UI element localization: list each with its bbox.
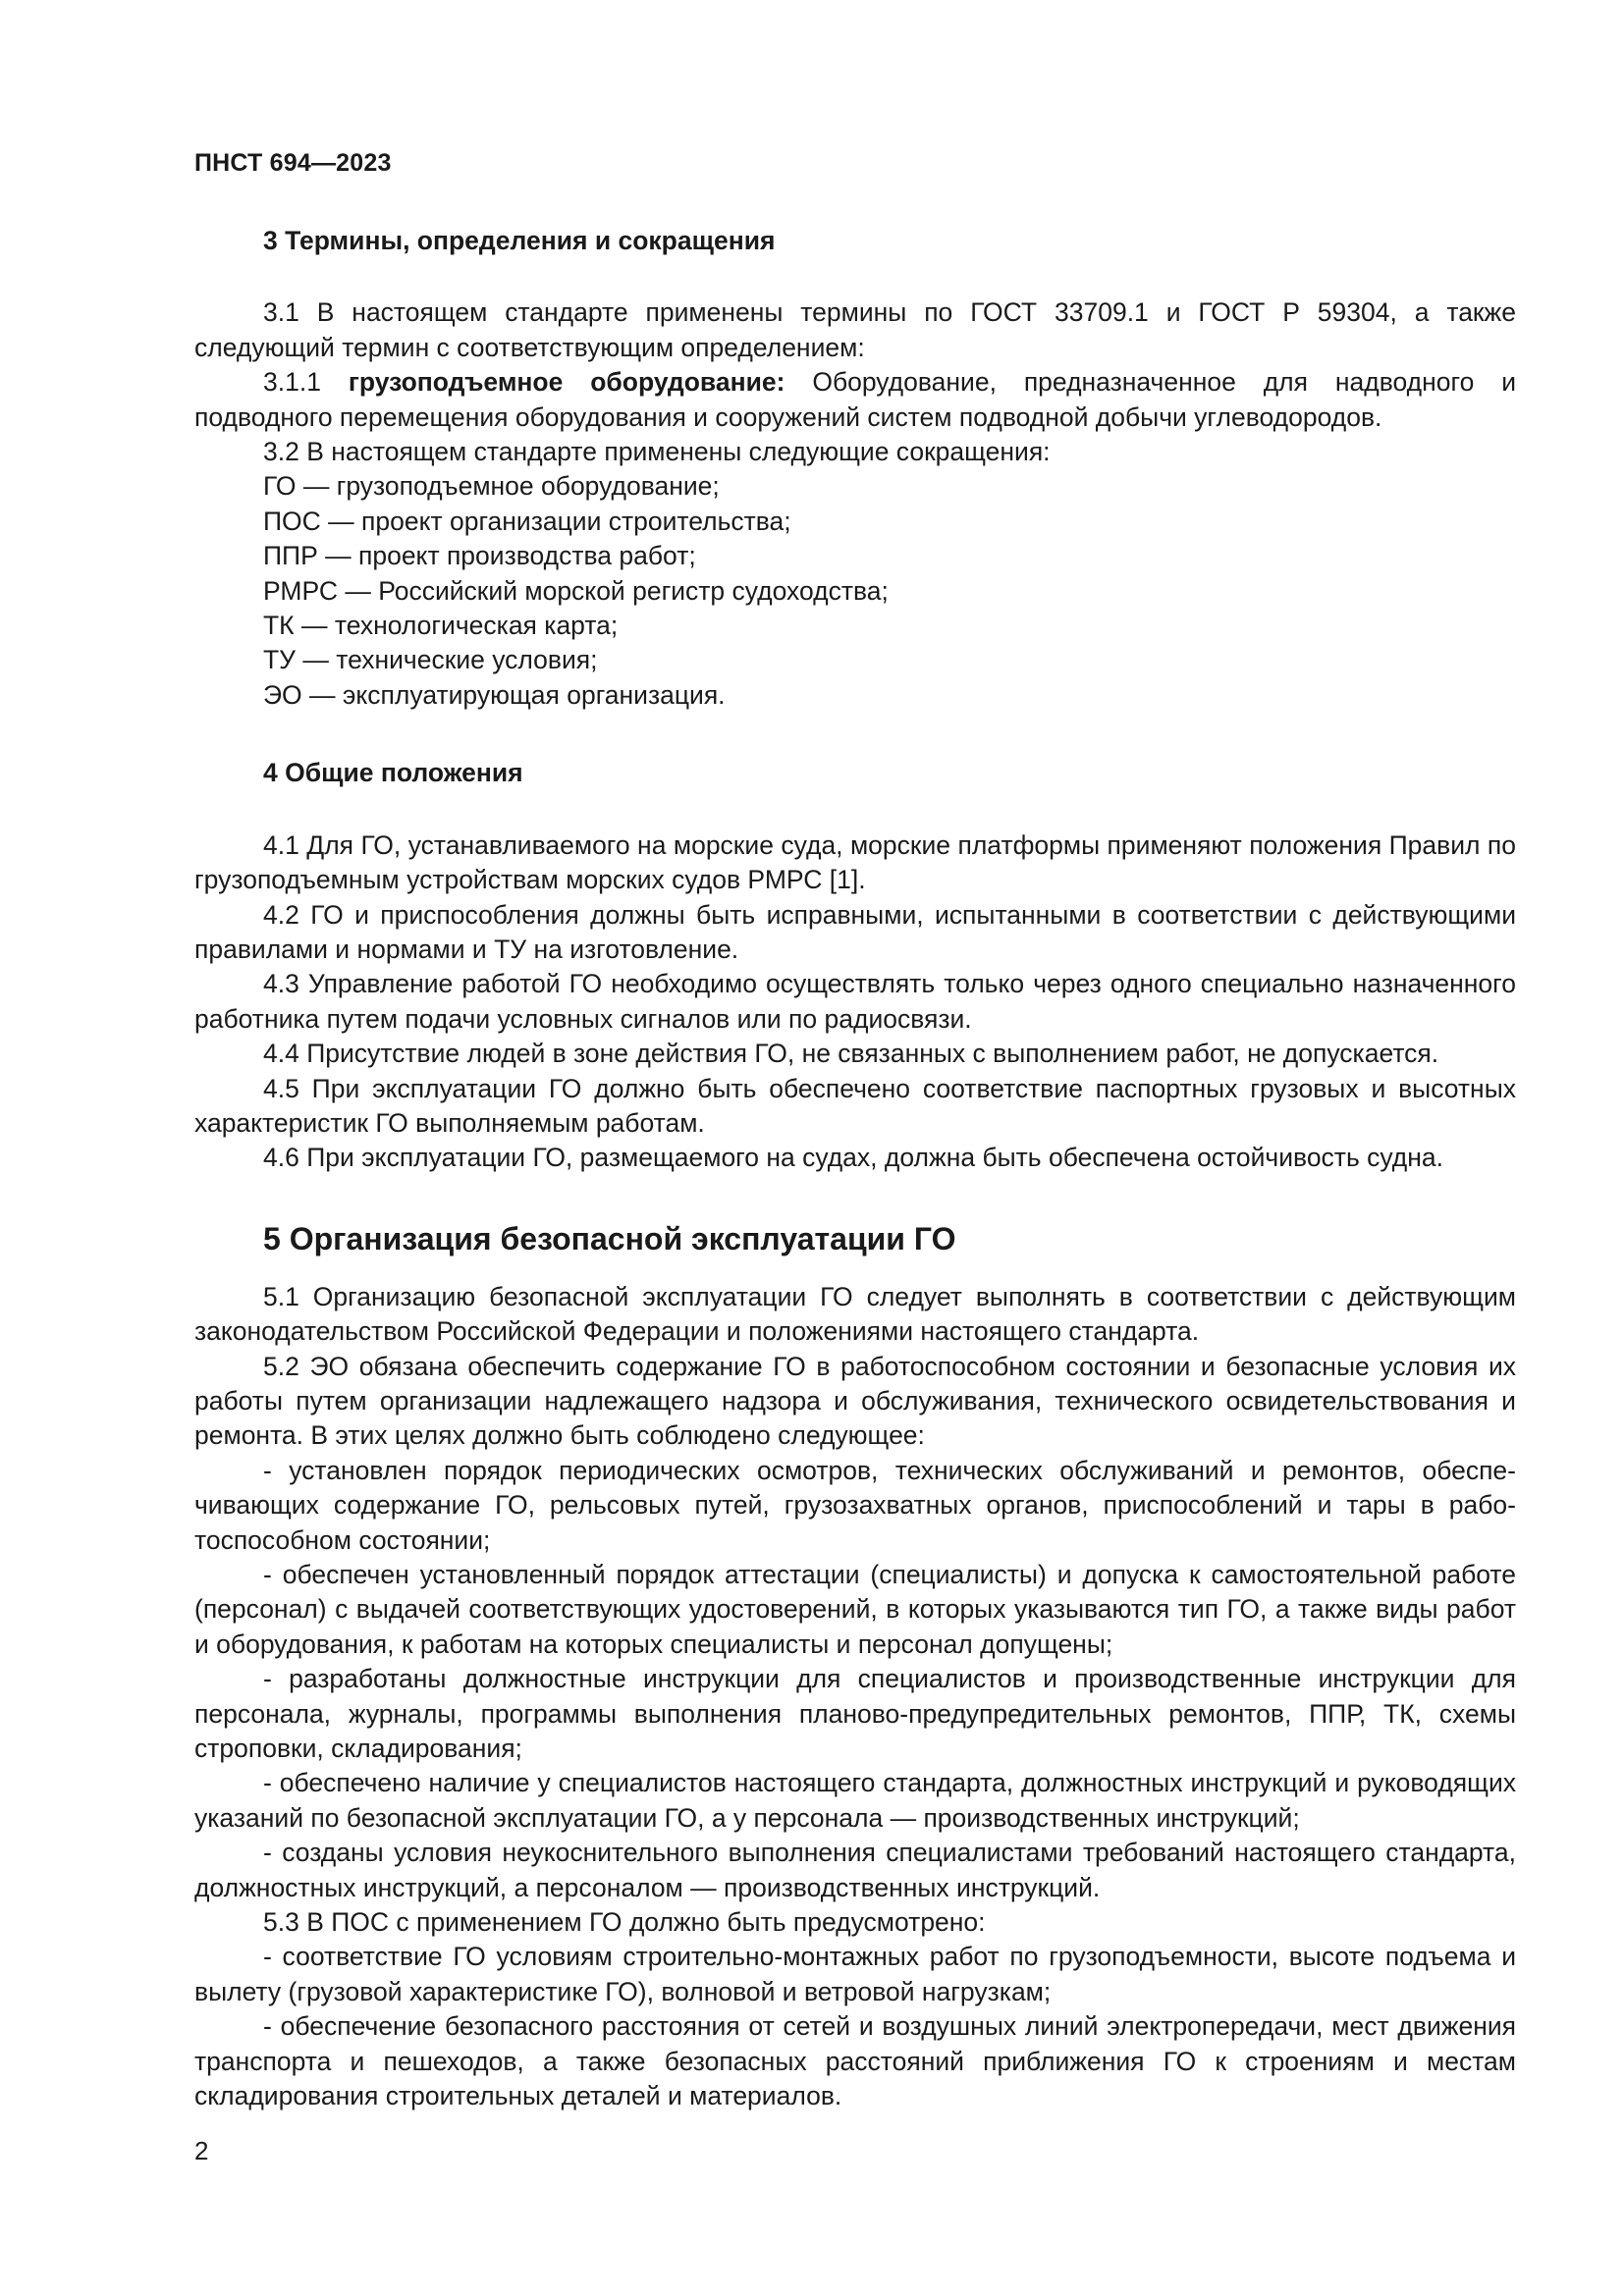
paragraph-4-6: 4.6 При эксплуатации ГО, размещаемого на судах, должна быть обеспечена остойчивость судна. <box>263 1143 1443 1173</box>
paragraph-4-2: 4.2 ГО и приспособления должны быть исправными, испытанными в соответствии с действующими правилами и нормами и ТУ на изготовление. <box>194 899 1516 964</box>
term-definition: Оборудование, предназначенное для надводного и подводного перемещения оборудования и сооружений систем подводной добычи углеводородов. <box>194 367 1516 432</box>
paragraph-4-5: 4.5 При эксплуатации ГО должно быть обеспечено соответствие паспортных грузовых и высотных характеристик ГО выполняемым работам. <box>194 1073 1516 1138</box>
abbreviation-item: ТК — технологическая карта; <box>263 611 619 641</box>
list-item: - обеспечено наличие у специалистов настоящего стандарта, должностных инструкций и руководящих указаний по безопасной эксплуатации ГО, а у персонала — производственных инструкций; <box>194 1768 1516 1833</box>
abbreviation-item: ПОС — проект организации строительства; <box>263 506 791 536</box>
section-5-heading: 5 Организация безопасной эксплуатации ГО <box>263 1220 956 1256</box>
page-content <box>194 224 1516 2114</box>
term-number: 3.1.1 <box>263 367 349 398</box>
term-name: грузоподъемное оборудование: <box>348 367 785 398</box>
list-item: - соответствие ГО условиям строительно-монтажных работ по грузоподъемности, высоте подъема и вылету (грузовой характеристике ГО), волновой и ветровой нагрузкам; <box>194 1942 1516 2006</box>
page-number: 2 <box>194 2136 209 2165</box>
paragraph-4-4: 4.4 Присутствие людей в зоне действия ГО, не связанных с выполнением работ, не допускается. <box>263 1039 1439 1069</box>
paragraph-4-1: 4.1 Для ГО, устанавливаемого на морские суда, морские платформы применяют положения Правил по грузоподъемным устройствам морских судов РМРС [1]. <box>194 829 1516 895</box>
abbreviation-item: ГО — грузоподъемное оборудование; <box>263 471 720 502</box>
paragraph-3-1-1 <box>194 365 1516 435</box>
list-item: - созданы условия неукоснительного выполнения специалистами требований настоящего стандарта, должностных инструкций, а персоналом — производственных инструкций. <box>194 1838 1516 1902</box>
abbreviation-item: ТУ — технические условия; <box>263 645 598 675</box>
document-code-header: ПНСТ 694—2023 <box>194 149 392 177</box>
abbreviation-item: ППР — проект производства работ; <box>263 541 696 571</box>
section-3-heading: 3 Термины, определения и сокращения <box>263 226 776 255</box>
paragraph-3-2: 3.2 В настоящем стандарте применены следующие сокращения: <box>263 437 1051 467</box>
paragraph-5-3: 5.3 В ПОС с применением ГО должно быть предусмотрено: <box>263 1907 986 1938</box>
list-item: - разработаны должностные инструкции для специалистов и производственные инструкции для персонала, журналы, программы выполнения планово-предупредительных ремонтов, ППР, ТК, схемы строповки, складирования; <box>194 1664 1516 1764</box>
paragraph-5-2: 5.2 ЭО обязана обеспечить содержание ГО в работоспособном состоянии и безопасные условия их работы путем организации надлежащего надзора и обслуживания, технического освидетельствования и ремонта. В этих целях должно быть соблюдено следующее: <box>194 1351 1516 1451</box>
abbreviation-item: ЭО — эксплуатирующая организация. <box>263 679 726 710</box>
paragraph-5-1: 5.1 Организацию безопасной эксплуатации ГО следует выполнять в соответствии с действующим законодательством Российской Федерации и положениями настоящего стандарта. <box>194 1281 1516 1347</box>
paragraph-4-3: 4.3 Управление работой ГО необходимо осуществлять только через одного специально назначенного работника путем подачи условных сигналов или по радиосвязи. <box>194 969 1516 1034</box>
list-item: - установлен порядок периодических осмотров, технических обслуживаний и ремонтов, обеспечивающих содержание ГО, рельсовых путей, грузозахватных органов, приспособлений и тары в работоспособном состоянии; <box>194 1455 1516 1555</box>
list-item: - обеспечение безопасного расстояния от сетей и воздушных линий электропередачи, мест движения транспорта и пешеходов, а также безопасных расстояний приближения ГО к строениям и местам складирования строительных деталей и материалов. <box>194 2011 1516 2111</box>
list-item: - обеспечен установленный порядок аттестации (специалисты) и допуска к самостоятельной работе (персонал) с выдачей соответствующих удостоверений, в которых указываются тип ГО, а также виды работ и оборудования, к работам на которых специалисты и персонал допущены; <box>194 1560 1516 1659</box>
section-4-heading: 4 Общие положения <box>263 758 523 788</box>
abbreviation-item: РМРС — Российский морской регистр судоходства; <box>263 575 889 606</box>
paragraph-3-1: 3.1 В настоящем стандарте применены термины по ГОСТ 33709.1 и ГОСТ Р 59304, а также следующий термин с соответствующим определением: <box>194 297 1516 362</box>
